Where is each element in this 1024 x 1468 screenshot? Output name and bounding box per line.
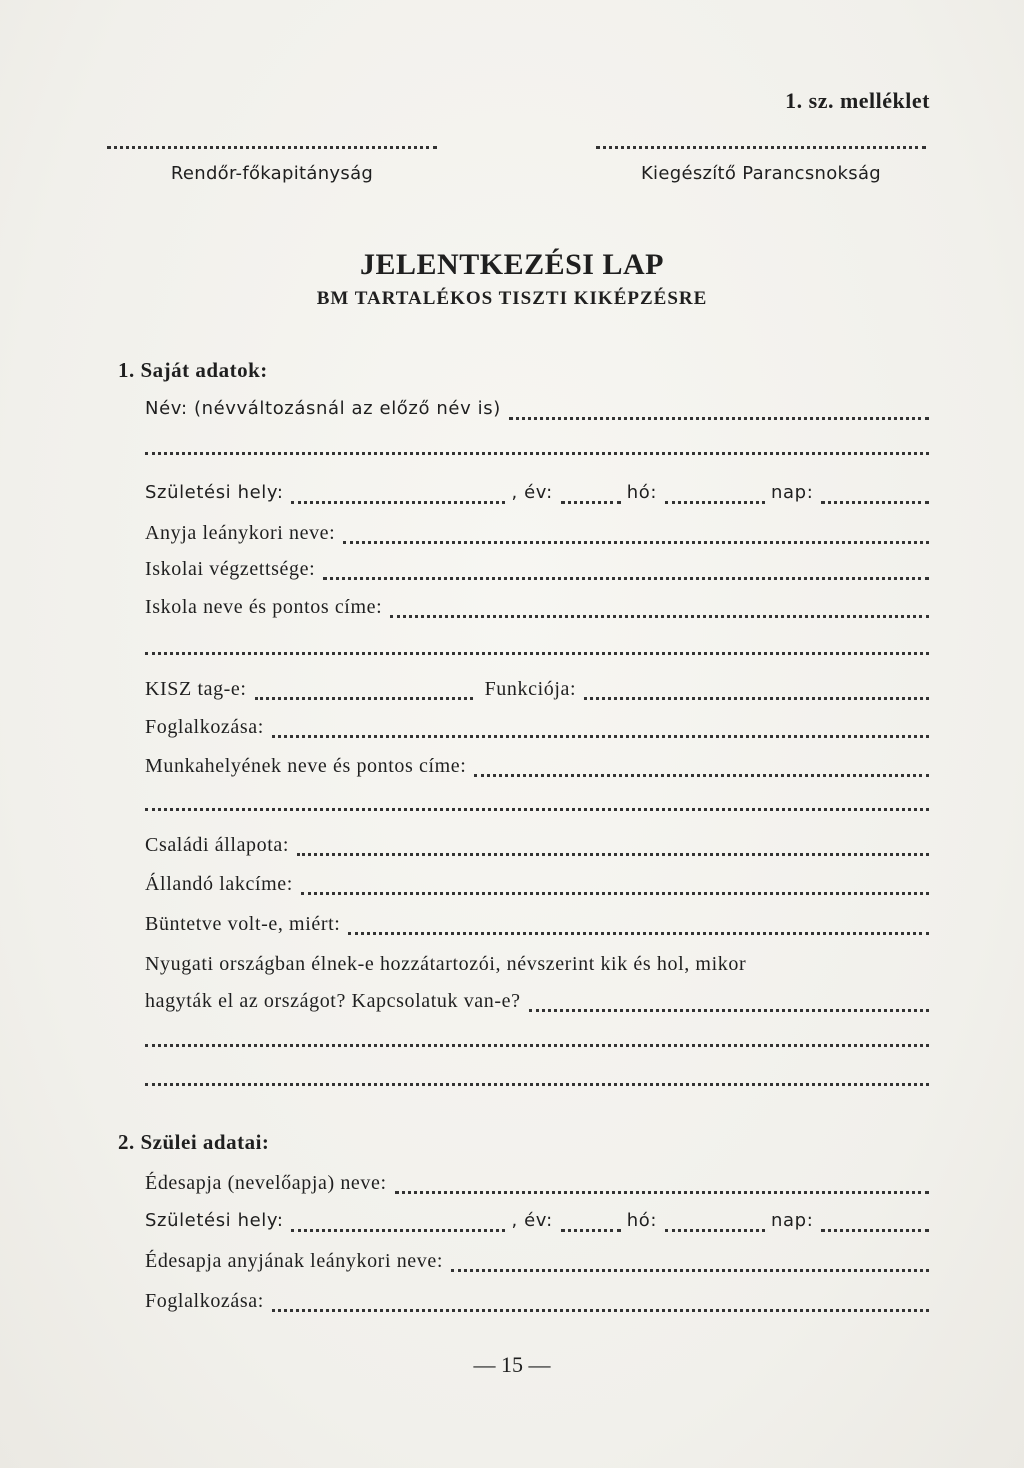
issuer-police-blank[interactable] — [107, 146, 437, 149]
criminal-field[interactable] — [145, 913, 929, 939]
occupation-label: Foglalkozása: — [145, 716, 264, 738]
school-continuation-blank[interactable] — [145, 652, 929, 655]
father-month-label: hó: — [626, 1210, 658, 1231]
month-label: hó: — [626, 482, 658, 503]
school-label: Iskola neve és pontos címe: — [145, 596, 383, 618]
western-question-text-2: hagyták el az országot? Kapcsolatuk van-e? — [145, 990, 521, 1012]
issuer-command-label: Kiegészítő Parancsnokság — [640, 163, 882, 184]
marital-blank[interactable] — [297, 853, 929, 856]
father-name-field[interactable] — [145, 1172, 929, 1198]
address-field[interactable] — [145, 873, 929, 899]
father-birthplace-label: Születési hely: — [145, 1210, 284, 1231]
father-mother-maiden-label: Édesapja anyjának leánykori neve: — [145, 1250, 444, 1272]
father-day-blank[interactable] — [821, 1229, 929, 1232]
issuer-command-blank[interactable] — [596, 146, 926, 149]
father-month-blank[interactable] — [665, 1229, 765, 1232]
school-field[interactable] — [145, 596, 929, 622]
address-label: Állandó lakcíme: — [145, 873, 293, 895]
father-name-label: Édesapja (nevelőapja) neve: — [145, 1172, 387, 1194]
name-blank[interactable] — [509, 417, 929, 420]
marital-field[interactable] — [145, 834, 929, 860]
address-blank[interactable] — [301, 892, 929, 895]
occupation-blank[interactable] — [272, 735, 929, 738]
name-continuation-blank[interactable] — [145, 452, 929, 455]
occupation-field[interactable] — [145, 716, 929, 742]
birthplace-blank[interactable] — [291, 501, 505, 504]
father-birthplace-blank[interactable] — [291, 1229, 505, 1232]
school-blank[interactable] — [390, 615, 929, 618]
function-label: Funkciója: — [484, 678, 577, 700]
workplace-field[interactable] — [145, 755, 929, 781]
kisz-label: KISZ tag-e: — [145, 678, 247, 700]
education-label: Iskolai végzettsége: — [145, 558, 316, 580]
section-own-data-title: 1. Saját adatok: — [118, 358, 268, 382]
father-year-label: , év: — [511, 1210, 553, 1231]
mother-maiden-field[interactable] — [145, 522, 929, 548]
father-mother-maiden-field[interactable] — [145, 1250, 929, 1276]
year-blank[interactable] — [561, 501, 621, 504]
father-occupation-blank[interactable] — [272, 1309, 929, 1312]
form-title: JELENTKEZÉSI LAP — [360, 248, 664, 281]
birthplace-label: Születési hely: — [145, 482, 284, 503]
mother-maiden-blank[interactable] — [343, 541, 929, 544]
function-blank[interactable] — [584, 697, 929, 700]
father-birth-row — [145, 1210, 929, 1236]
issuer-police — [107, 146, 437, 184]
western-continuation-blank-1[interactable] — [145, 1044, 929, 1047]
mother-maiden-label: Anyja leánykori neve: — [145, 522, 336, 544]
father-occupation-label: Foglalkozása: — [145, 1290, 264, 1312]
father-year-blank[interactable] — [561, 1229, 621, 1232]
education-field[interactable] — [145, 558, 929, 584]
western-blank[interactable] — [529, 1009, 929, 1012]
name-field[interactable] — [145, 398, 929, 424]
education-blank[interactable] — [323, 577, 929, 580]
western-question-line1 — [145, 953, 935, 979]
marital-label: Családi állapota: — [145, 834, 290, 856]
year-label: , év: — [511, 482, 553, 503]
father-day-label: nap: — [771, 1210, 814, 1231]
father-occupation-field[interactable] — [145, 1290, 929, 1316]
day-blank[interactable] — [821, 501, 929, 504]
form-subtitle: BM TARTALÉKOS TISZTI KIKÉPZÉSRE — [316, 288, 708, 309]
western-question-line2[interactable] — [145, 990, 929, 1016]
issuer-police-label: Rendőr-főkapitányság — [170, 163, 374, 184]
day-label: nap: — [771, 482, 814, 503]
workplace-continuation-blank[interactable] — [145, 808, 929, 811]
western-continuation-blank-2[interactable] — [145, 1083, 929, 1086]
father-name-blank[interactable] — [395, 1191, 929, 1194]
name-label: Név: (névváltozásnál az előző név is) — [145, 398, 501, 419]
page-number: — 15 — — [473, 1352, 551, 1377]
kisz-row — [145, 678, 929, 704]
workplace-label: Munkahelyének neve és pontos címe: — [145, 755, 467, 777]
month-blank[interactable] — [665, 501, 765, 504]
father-mother-maiden-blank[interactable] — [451, 1269, 929, 1272]
western-question-text-1: Nyugati országban élnek-e hozzátartozói, névszerint kik és hol, mikor — [145, 953, 747, 975]
criminal-blank[interactable] — [348, 932, 929, 935]
workplace-blank[interactable] — [474, 774, 929, 777]
birth-row — [145, 482, 929, 508]
criminal-label: Büntetve volt-e, miért: — [145, 913, 341, 935]
issuer-command — [596, 146, 926, 184]
annex-label: 1. sz. melléklet — [785, 88, 930, 113]
kisz-blank[interactable] — [255, 697, 473, 700]
section-parents-title: 2. Szülei adatai: — [118, 1130, 270, 1154]
